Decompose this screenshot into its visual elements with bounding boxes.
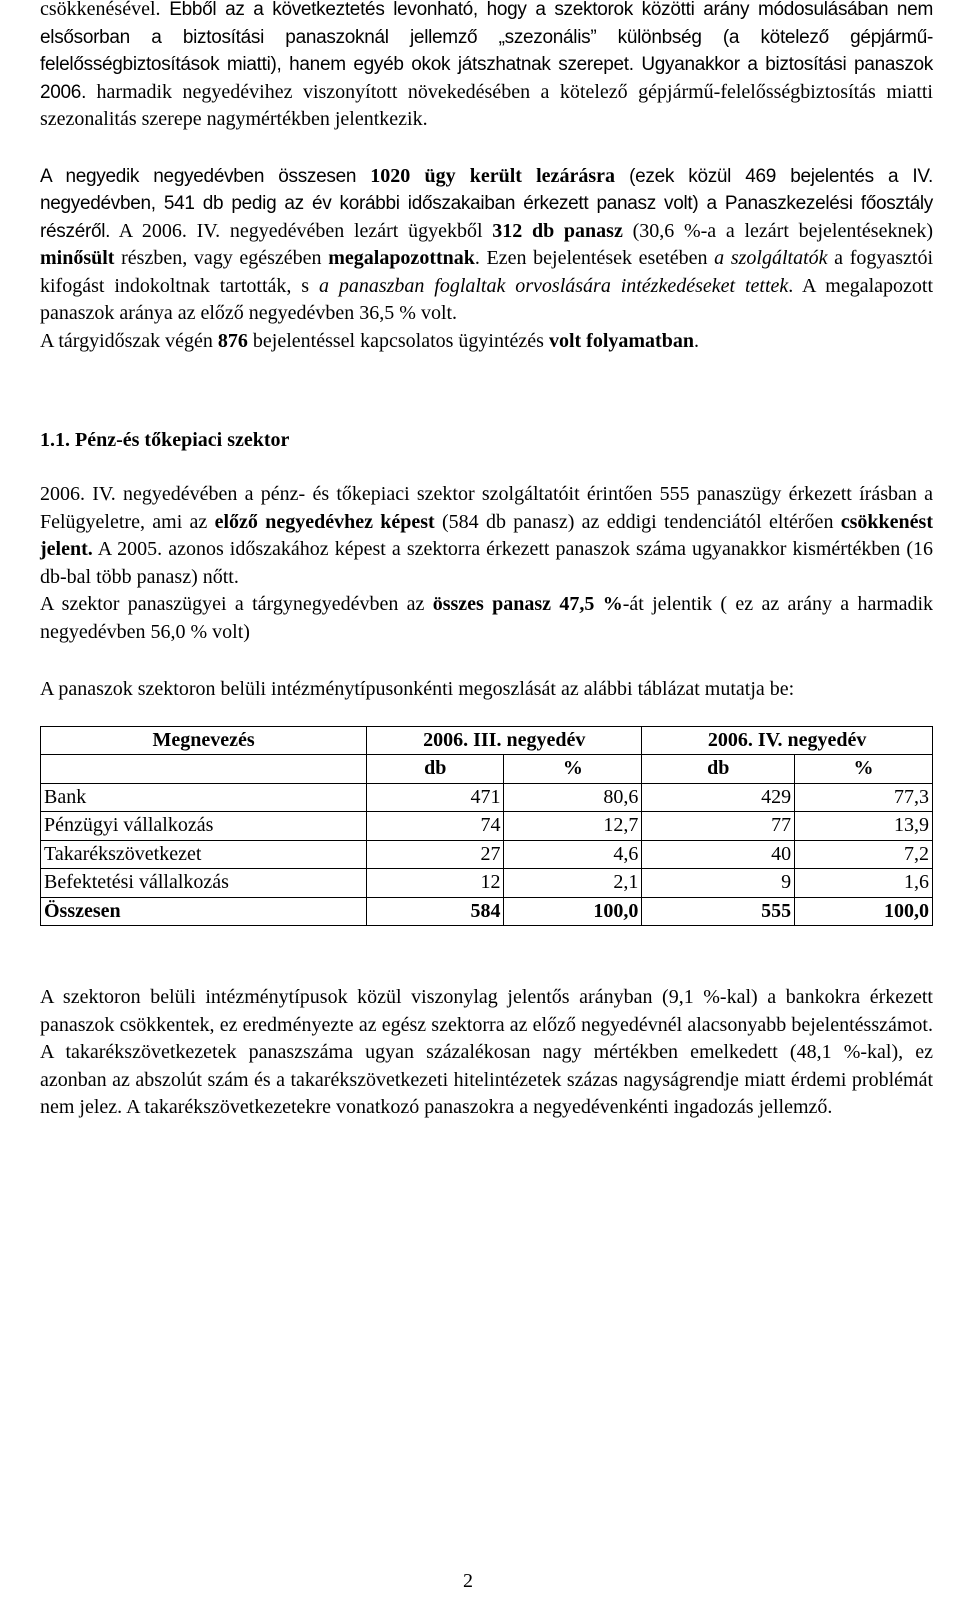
text-span: -át jelentik ( ez az arány a harmadik negyedévben 56,0 % volt) [40, 593, 933, 643]
text-span: (584 db panasz) az eddigi tendenciától eltérően [434, 510, 841, 533]
section-heading: 1.1. Pénz-és tőkepiaci szektor [40, 429, 290, 451]
paragraph-insurance-seasonality [40, 0, 933, 134]
bold-text: volt folyamatban [548, 329, 694, 352]
cell-q4-pct: 77,3 [795, 783, 933, 812]
text-span: a fogyasztói kifogást indokoltnak tartották, s [40, 247, 933, 297]
text-span: . Ezen bejelentések esetében [474, 247, 715, 269]
text-span: (30,6 %-a a lezárt bejelentéseknek) [622, 219, 933, 242]
cell-q3-pct: 12,7 [504, 812, 642, 841]
document-page [40, 0, 933, 1122]
bold-text: összes panasz 47,5 % [432, 593, 623, 615]
header-name: Megnevezés [41, 726, 367, 755]
subheader-empty [41, 755, 367, 784]
page-number: 2 [463, 1570, 473, 1592]
text-span: . A megalapozott panaszok aránya az előző negyedévben 36,5 % volt. [40, 274, 933, 324]
cell-q3-db: 471 [367, 783, 504, 812]
cell-total-name: Összesen [41, 897, 367, 926]
bold-text: csökkenést jelent. [40, 510, 933, 560]
cell-q3-db: 12 [367, 869, 504, 898]
cell-q3-db: 74 [367, 812, 504, 841]
bold-text: minősült [40, 247, 115, 269]
subheader-q4-db: db [642, 755, 795, 784]
subheader-q3-pct: % [504, 755, 642, 784]
cell-q4-db: 77 [642, 812, 795, 841]
cell-name: Takarékszövetkezet [41, 840, 367, 869]
text-span: A szektor panaszügyei a tárgynegyedévben az [40, 593, 433, 615]
cell-q4-pct: 7,2 [795, 840, 933, 869]
text-span: A tárgyidőszak végén [40, 329, 218, 352]
bold-text: 312 db panasz [492, 219, 623, 242]
cell-name: Bank [41, 783, 367, 812]
subheader-q4-pct: % [795, 755, 933, 784]
text-span: részben, vagy egészében [114, 247, 329, 269]
paragraph-sector-complaints [40, 481, 933, 591]
text-span: 2006. IV. negyedévében a pénz- és tőkepiaci szektor szolgáltatóit érintően 555 panaszügy érkezett írásban a Felügyeletre, ami az [40, 483, 933, 533]
cell-q3-pct: 2,1 [504, 869, 642, 898]
cell-total-q4-pct: 100,0 [795, 897, 933, 926]
cell-name: Pénzügyi vállalkozás [41, 812, 367, 841]
table-row [41, 869, 933, 898]
paragraph-institution-analysis: A szektoron belüli intézménytípusok közül viszonylag jelentős arányban (9,1 %-kal) a bankokra érkezett panaszok csökkentek, ez eredményezte az egész szektorra az előző negyedévnél alacsonyabb bejelentésszámot. A takarékszövetkezetek panaszszáma ugyan százalékosan nagy mértékben emelkedett (48,1 %-kal), ez azonban az abszolút szám és a takarékszövetkezeti hitelintézetek százas nagyságrendje miatt érdemi problémát nem jelez. A takarékszövetkezetekre vonatkozó panaszokra a negyedévenkénti ingadozás jellemző. [40, 986, 933, 1118]
text-span: bejelentéssel kapcsolatos ügyintézés [247, 329, 549, 352]
cell-q3-db: 27 [367, 840, 504, 869]
bold-text: 1020 ügy került lezárásra [370, 164, 615, 187]
text-span: A 2005. azonos időszakához képest a szektorra érkezett panaszok száma ugyanakkor kismértékben (16 db-bal több panasz) nőtt. [40, 538, 933, 588]
complaints-table [40, 726, 933, 927]
table-header-row [41, 726, 933, 755]
cell-total-q3-pct: 100,0 [504, 897, 642, 926]
cell-q4-db: 9 [642, 869, 795, 898]
cell-q4-db: 429 [642, 783, 795, 812]
bold-text: 876 [217, 329, 248, 352]
cell-total-q3-db: 584 [367, 897, 504, 926]
header-q4: 2006. IV. negyedév [642, 726, 933, 755]
text-span: . [693, 329, 699, 352]
text-span: Ebből az a következtetés levonható, hogy a szektorok közötti arány módosulásában nem elsősorban a biztosítási panaszoknál jellemző „szezonális” különbség (a kötelező gépjármű-felelősségbiztosítások miatti), hanem egyéb okok játszhatnak szerepet. Ugyanakkor a biztosítási panaszok 2006. [40, 0, 933, 103]
cell-q3-pct: 80,6 [504, 783, 642, 812]
table-row [41, 840, 933, 869]
paragraph-table-intro: A panaszok szektoron belüli intézménytípusonkénti megoszlását az alábbi táblázat mutatja be: [40, 678, 795, 700]
header-q3: 2006. III. negyedév [367, 726, 642, 755]
cell-total-q4-db: 555 [642, 897, 795, 926]
table-total-row [41, 897, 933, 926]
table-row [41, 812, 933, 841]
text-span: A 2006. IV. negyedévében lezárt ügyekből [110, 219, 493, 242]
table-subheader-row [41, 755, 933, 784]
table-row [41, 783, 933, 812]
text-span: harmadik negyedévihez viszonyított növekedésében a kötelező gépjármű-felelősségbiztosítás miatti szezonalitás szerepe nagymértékben jelentkezik. [40, 80, 933, 130]
cell-q4-pct: 13,9 [795, 812, 933, 841]
paragraph-pending-cases [40, 328, 933, 356]
cell-q3-pct: 4,6 [504, 840, 642, 869]
cell-q4-pct: 1,6 [795, 869, 933, 898]
paragraph-q4-closed-cases [40, 163, 933, 328]
bold-text: előző negyedévhez képest [214, 510, 435, 533]
cell-q4-db: 40 [642, 840, 795, 869]
paragraph-sector-share [40, 591, 933, 646]
text-span: csökkenésével. [40, 0, 170, 20]
cell-name: Befektetési vállalkozás [41, 869, 367, 898]
subheader-q3-db: db [367, 755, 504, 784]
italic-text: a panaszban foglaltak orvoslására intézkedéseket tettek [318, 274, 789, 297]
text-span: (ezek közül 469 bejelentés a IV. negyedévben, 541 db pedig az év korábbi időszakaiban érkezett panasz volt) a Panaszkezelési főosztály részéről. [40, 165, 933, 242]
italic-text: a szolgáltatók [714, 247, 828, 269]
text-span: A negyedik negyedévben összesen [40, 165, 371, 187]
bold-text: megalapozottnak [328, 247, 475, 269]
